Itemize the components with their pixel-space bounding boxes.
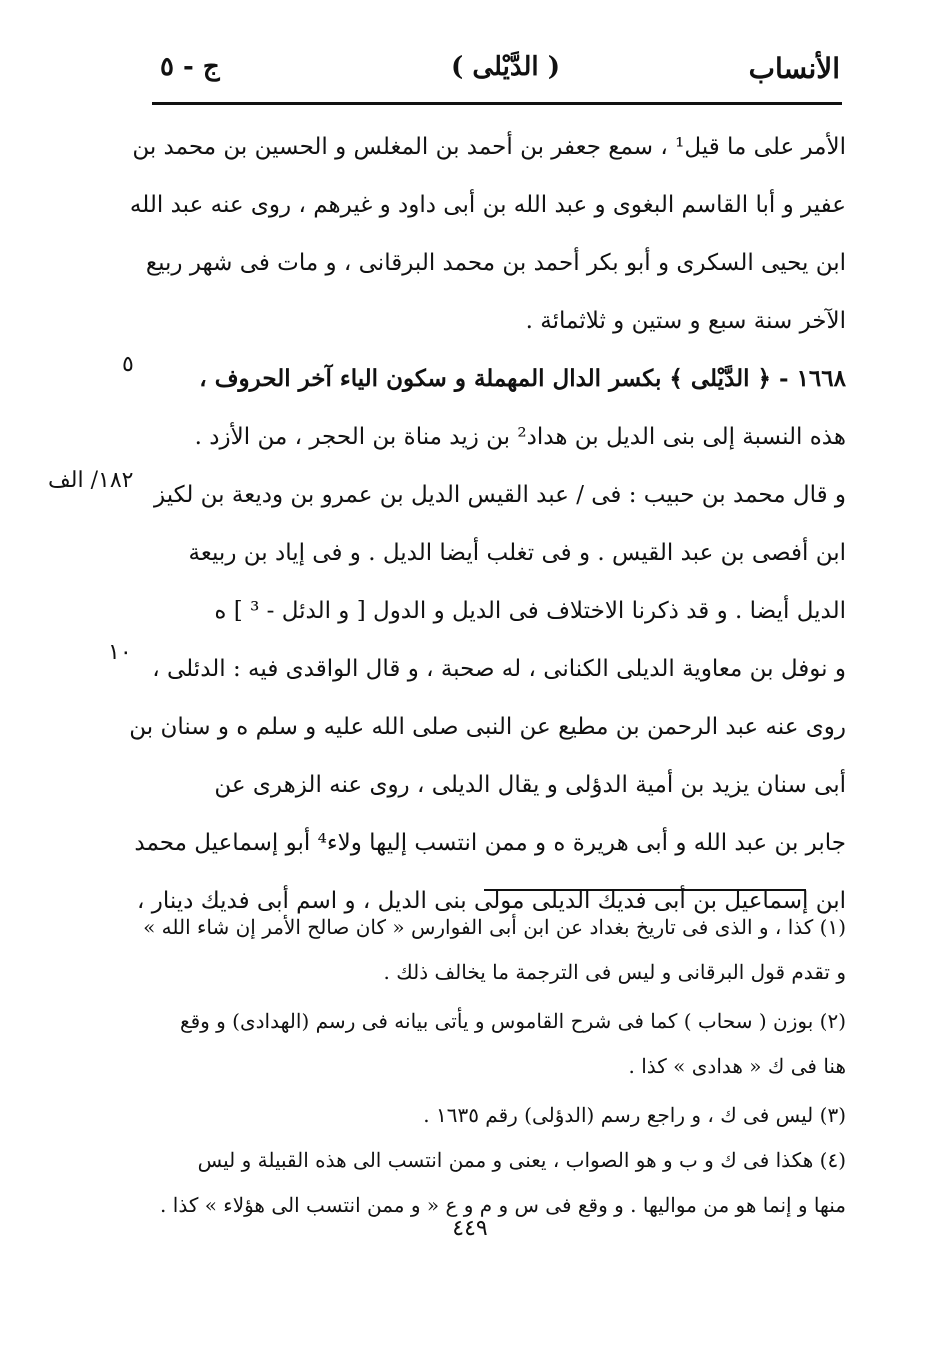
footnotes [143,905,846,1228]
margin-folio-reference: ١٨٢/ الف [48,468,134,493]
footnote-line: (٣) ليس فى ك ، و راجع رسم (الدؤلى) رقم ١٦٣٥ . [423,1103,846,1127]
text-line: الأمر على ما قيل¹ ، سمع جعفر بن أحمد بن المغلس و الحسين بن محمد بن [132,134,846,160]
page-header [160,52,840,96]
footnote-line: (٢) بوزن ( سحاب ) كما فى شرح القاموس و يأتى بيانه فى رسم (الهدادى) و وقع [179,1009,846,1033]
text-line: ابن أفصى بن عبد القيس . و فى تغلب أيضا الديل . و فى إياد بن ربيعة [188,540,846,566]
entry-title: ( الدَّيْلى ) [450,52,560,82]
volume-label: ج - ٥ [160,52,220,82]
text-line: روى عنه عبد الرحمن بن مطيع عن النبى صلى الله عليه و سلم ه و سنان بن [129,714,846,740]
footnote-line: (٤) هكذا فى ك و ب و هو الصواب ، يعنى و ممن انتسب الى هذه القبيلة و ليس [197,1148,846,1172]
text-line: أبى سنان يزيد بن أمية الدؤلى و يقال الديلى ، روى عنه الزهرى عن [214,772,846,798]
margin-line-number-5: ٥ [122,352,134,377]
text-line: هذه النسبة إلى بنى الديل بن هداد² بن زيد مناة بن الحجر ، من الأزد . [194,424,846,450]
text-line: ابن يحيى السكرى و أبو بكر أحمد بن محمد البرقانى ، و مات فى شهر ربيع [145,250,846,276]
text-line: عفير و أبا القاسم البغوى و عبد الله بن أبى داود و غيرهم ، روى عنه عبد الله [129,192,846,218]
footnote-line: هنا فى ك « هدادى » كذا . [628,1054,846,1078]
text-line: الديل أيضا . و قد ذكرنا الاختلاف فى الديل و الدول [ و الدئل - ³ ] ه [214,598,846,624]
footnote-line: (١) كذا ، و الذى فى تاريخ بغداد عن ابن أبى الفوارس « كان صالح الأمر إن شاء الله » [143,915,846,939]
page-number: ٤٤٩ [452,1216,488,1241]
main-text [129,118,846,930]
margin-line-number-10: ١٠ [108,640,132,665]
text-line: ابن إسماعيل بن أبى فديك الديلى مولى بنى الديل ، و اسم أبى فديك دينار ، [136,888,846,914]
text-line: الآخر سنة سبع و ستين و ثلاثمائة . [525,308,846,334]
text-line: و نوفل بن معاوية الديلى الكنانى ، له صحبة ، و قال الواقدى فيه : الدئلى ، [152,656,846,682]
header-rule [152,102,842,105]
text-line: جابر بن عبد الله و أبى هريرة ه و ممن انتسب إليها ولاء⁴ أبو إسماعيل محمد [134,830,846,856]
footnote-line: و تقدم قول البرقانى و ليس فى الترجمة ما يخالف ذلك . [383,960,846,984]
text-line: و قال محمد بن حبيب : فى / عبد القيس الديل بن عمرو بن وديعة بن لكيز [154,482,846,508]
entry-heading-line: ١٦٦٨ - ﴿ الدَّيْلى ﴾ بكسر الدال المهملة و سكون الياء آخر الحروف ، [199,365,846,392]
footnote-line: منها و إنما هو من مواليها . و وقع فى س و م و ع « و ممن انتسب الى هؤلاء » كذا . [160,1193,846,1217]
running-title: الأنساب [748,52,840,85]
footnote-rule [484,889,806,891]
